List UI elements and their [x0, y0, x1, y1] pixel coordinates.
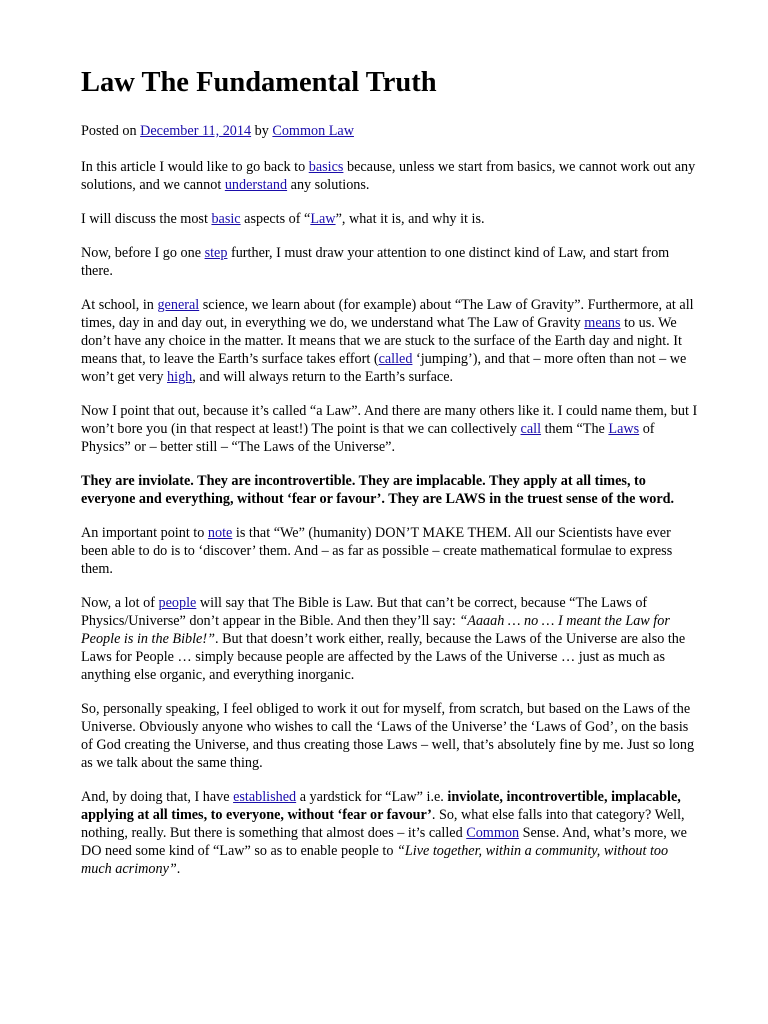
link-laws[interactable]: Laws: [608, 421, 640, 437]
link-means[interactable]: means: [584, 315, 621, 331]
link-note[interactable]: note: [207, 525, 233, 541]
paragraph-1: [81, 158, 698, 194]
author-link[interactable]: Common Law: [272, 123, 354, 139]
link-high[interactable]: high: [167, 369, 193, 385]
link-understand[interactable]: understand: [224, 177, 288, 193]
post-date-link[interactable]: December 11, 2014: [140, 123, 252, 139]
paragraph-10: [81, 788, 698, 878]
paragraph-6: [81, 472, 698, 508]
text: a yardstick for “Law” i.e.: [296, 789, 448, 805]
text: is that “We” (humanity) DON’T MAKE THEM. All our Scientists have ever been able to do is to ‘discover’ them. And – as far as possible – create mathematical formulae to express them.: [81, 525, 673, 577]
text: . So, what else falls into that category? Well, nothing, really. But there is something that almost does – it’s called: [81, 807, 685, 841]
text: . But that doesn’t work either, really, because the Laws of the Universe are also the Laws for People … simply because people are affected by the Laws of the Universe … just as much as anything else organic, and everything inorganic.: [81, 631, 686, 683]
text: ‘jumping’), and that – more often than not – we won’t get very: [81, 351, 687, 385]
post-meta: [81, 122, 698, 140]
text: And, by doing that, I have: [81, 789, 234, 805]
paragraph-2: [81, 210, 698, 228]
paragraph-9: [81, 700, 698, 772]
paragraph-8: [81, 594, 698, 684]
link-basic[interactable]: basic: [211, 211, 241, 227]
italic-quote: “Live together, within a community, without too much acrimony”: [81, 843, 669, 877]
text: of Physics” or – better still – “The Laws of the Universe”.: [81, 421, 655, 455]
text: any solutions.: [287, 177, 370, 193]
text: to us. We don’t have any choice in the matter. It means that we are stuck to the surface of the Earth day and night. It means that, to leave the Earth’s surface takes effort (: [81, 315, 682, 367]
link-common[interactable]: Common: [466, 825, 520, 841]
link-step[interactable]: step: [204, 245, 228, 261]
text: aspects of “: [240, 211, 311, 227]
text: So, personally speaking, I feel obliged to work it out for myself, from scratch, but based on the Laws of the Universe. Obviously anyone who wishes to call the ‘Laws of the Universe’ the ‘Laws of God’, on the basis of God creating the Universe, and thus creating those Laws – well, that’s absolutely fine by me. Just so long as we talk about the same thing.: [81, 701, 695, 771]
text: will say that The Bible is Law. But that can’t be correct, because “The Laws of Physics/Universe” don’t appear in the Bible. And then they’ll say:: [81, 595, 648, 629]
italic-quote: “Aaaah … no … I meant the Law for People is in the Bible!”: [81, 613, 670, 647]
paragraph-5: [81, 402, 698, 456]
text: , and will always return to the Earth’s surface.: [192, 369, 454, 385]
link-call[interactable]: call: [520, 421, 542, 437]
text: Sense. And, what’s more, we DO need some kind of “Law” so as to enable people to: [81, 825, 687, 859]
text: In this article I would like to go back to: [81, 159, 309, 175]
text: .: [176, 861, 181, 877]
by-label: by: [251, 123, 273, 139]
paragraph-4: [81, 296, 698, 386]
page-title: Law The Fundamental Truth: [81, 67, 437, 98]
text: them “The: [541, 421, 609, 437]
text: because, unless we start from basics, we cannot work out any solutions, and we cannot: [81, 159, 696, 193]
text: Now, a lot of: [81, 595, 159, 611]
link-called[interactable]: called: [378, 351, 413, 367]
text: science, we learn about (for example) about “The Law of Gravity”. Furthermore, at all times, day in and day out, in everything we do, we understand what The Law of Gravity: [81, 297, 694, 331]
link-general[interactable]: general: [157, 297, 200, 313]
text: Now, before I go one: [81, 245, 205, 261]
paragraph-3: [81, 244, 698, 280]
text: Now I point that out, because it’s called “a Law”. And there are many others like it. I could name them, but I won’t bore you (in that respect at least!) The point is that we can collectively: [81, 403, 698, 437]
bold-statement: They are inviolate. They are incontrovertible. They are implacable. They apply at all times, to everyone and everything, without ‘fear or favour’. They are LAWS in the truest sense of the word.: [81, 473, 675, 507]
text: I will discuss the most: [81, 211, 212, 227]
bold-yardstick: inviolate, incontrovertible, implacable, applying at all times, to everyone, without ‘fear or favour’: [81, 789, 681, 823]
paragraph-7: [81, 524, 698, 578]
link-basics[interactable]: basics: [308, 159, 344, 175]
text: An important point to: [81, 525, 208, 541]
text: ”, what it is, and why it is.: [335, 211, 485, 227]
text: At school, in: [81, 297, 158, 313]
link-established[interactable]: established: [233, 789, 297, 805]
link-people[interactable]: people: [158, 595, 197, 611]
link-law[interactable]: Law: [310, 211, 336, 227]
text: further, I must draw your attention to one distinct kind of Law, and start from there.: [81, 245, 670, 279]
posted-on-label: Posted on: [81, 123, 141, 139]
